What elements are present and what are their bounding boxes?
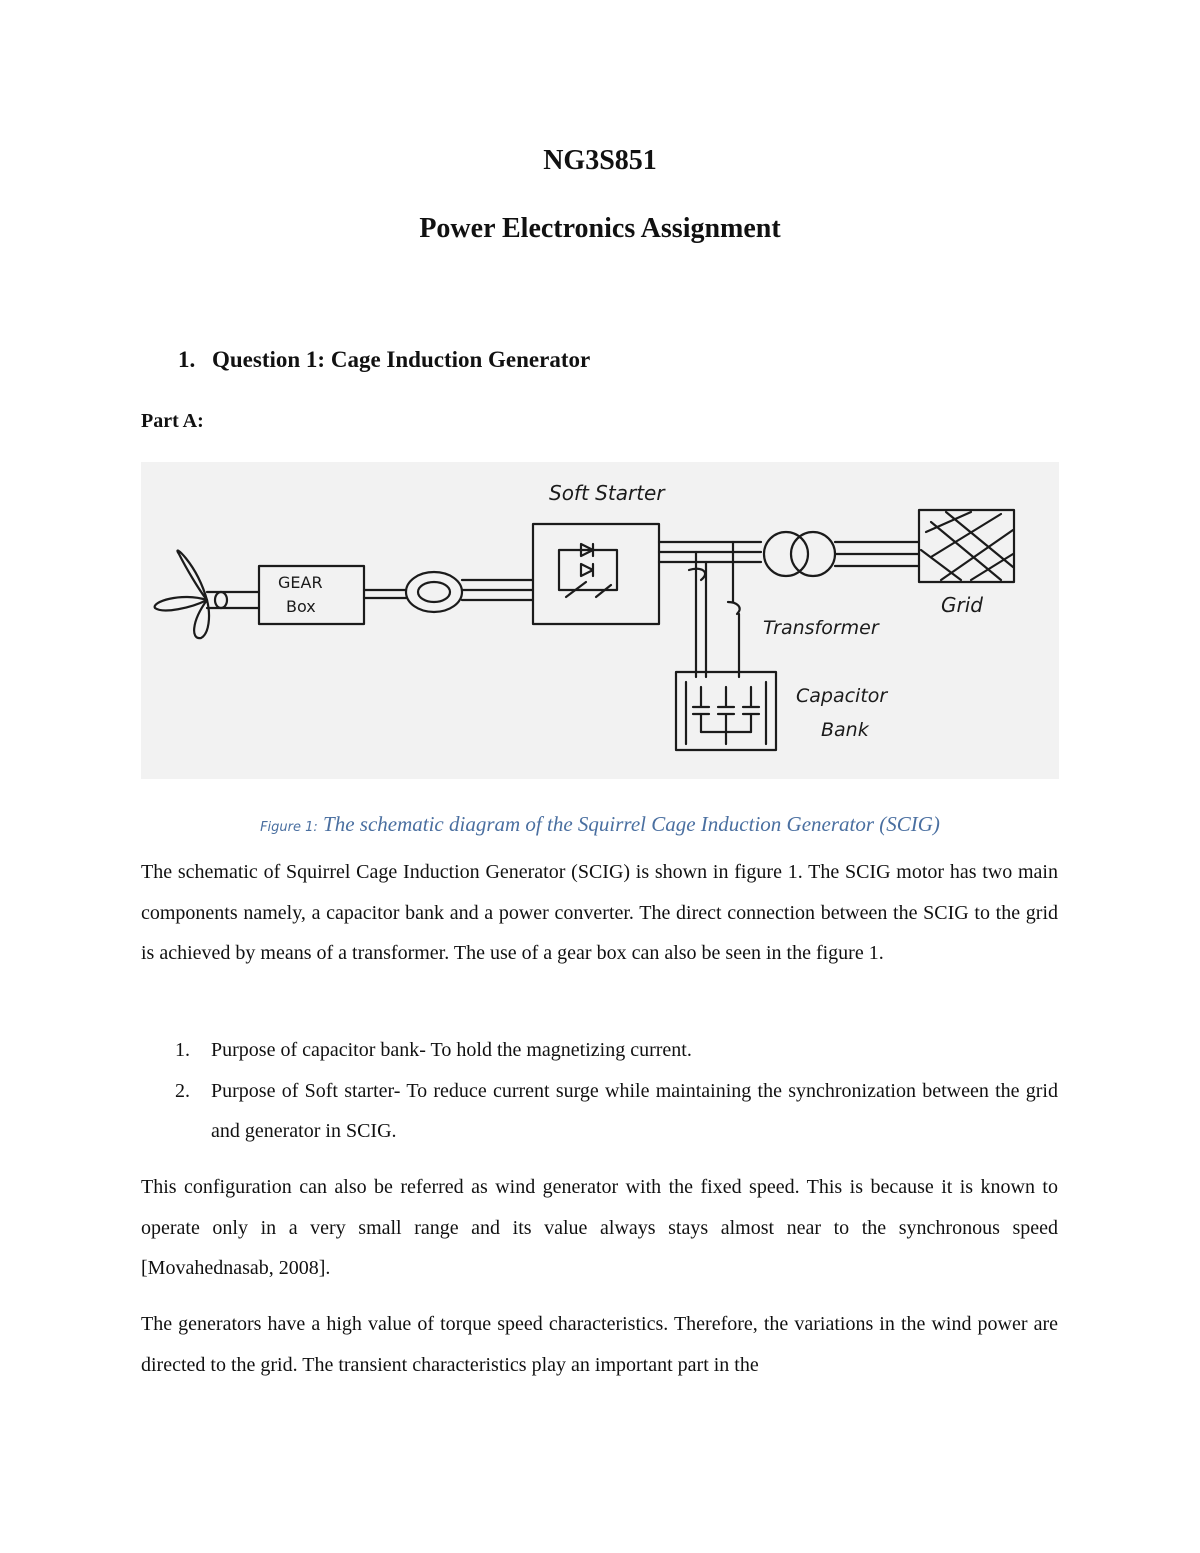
paragraph-1: The schematic of Squirrel Cage Induction Generator (SCIG) is shown in figure 1. The SCIG motor has two main components namely, a capacitor bank and a power converter. The direct connection between the SCIG to the grid is achieved by means of a transformer. The use of a gear box can also be seen in the figure 1. [141,861,1058,964]
list-number: 1. [175,1039,190,1061]
course-code: NG3S851 [543,145,657,176]
list-item [141,1071,1058,1152]
list-text: Purpose of capacitor bank- To hold the magnetizing current. [211,1039,692,1061]
soft-starter-box [533,524,659,624]
label-transformer: Transformer [763,617,879,639]
transformer-icon [764,532,808,576]
part-label: Part A: [141,410,204,432]
caption-text: The schematic diagram of the Squirrel Cage Induction Generator (SCIG) [323,812,940,836]
thyristor-icon [559,544,617,597]
grid-icon [919,510,1014,582]
list-text: Purpose of Soft starter- To reduce current surge while maintaining the synchronization between the grid and generator in SCIG. [211,1079,1058,1142]
label-gear-box-2: Box [286,597,316,616]
label-capacitor: Capacitor [796,685,888,707]
list-item [141,1030,1058,1071]
caption-label: Figure 1: [260,820,318,835]
purpose-list [141,1030,1058,1152]
section-heading [178,347,590,373]
label-grid: Grid [941,593,983,617]
generator-icon [406,572,462,612]
label-gear-box-1: GEAR [278,573,323,592]
schematic-figure [141,462,1059,779]
paragraph-2: This configuration can also be referred as wind generator with the fixed speed. This is because it is known to operate only in a very small range and its value always stays almost near to the synchronous speed [Movahednasab, 2008]. [141,1176,1058,1279]
paragraph-3: The generators have a high value of torque speed characteristics. Therefore, the variations in the wind power are directed to the grid. The transient characteristics play an important part in the [141,1313,1058,1376]
hub-icon [215,592,227,608]
capacitor-bank-icon [676,672,776,750]
label-bank: Bank [821,719,869,741]
turbine-blades-icon [155,551,209,639]
section-number: 1. [178,347,196,372]
page-title: Power Electronics Assignment [419,213,781,244]
list-number: 2. [175,1079,190,1102]
schematic-diagram [141,462,1059,779]
label-soft-starter: Soft Starter [549,481,665,505]
section-title: Question 1: Cage Induction Generator [212,347,591,372]
figure-caption [0,812,1200,837]
